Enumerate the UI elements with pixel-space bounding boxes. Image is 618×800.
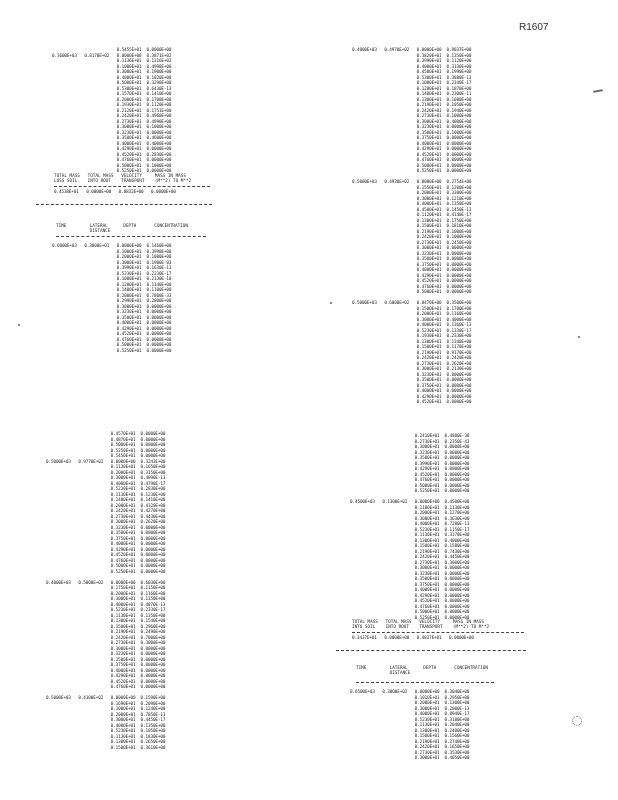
left-summary-rule <box>54 186 210 187</box>
left-summary-values: 0.4538E+01 0.0000E+00 0.8832E+00 0.0000E+00 <box>54 190 184 195</box>
scan-speck <box>18 324 20 326</box>
left-summary-headers: TOTAL MASS TOTAL MASS VELOCITY MASS IN MASS LOSS SOIL INTO ROOT TRANSPORT (M**2) TO M**2 <box>54 174 192 184</box>
right-profile-table: 0.6500E+03 0.3000E+02 0.0000E+00 0.3040E+00 0.1010E+01 0.2950E+00 0.2000E+01 0.1300E+00 0.3000E+01 0.2000E-13 0.4000E+01 0.8940E-17 0.5230E+01 0.3180E+00 0.1130E+01 0.2040E+00 0.1300E+01 0.2400E+00 0.1500E+01 0.1560E+00 0.2190E+01 0.2740E+00 0.2420E+01 0.1650E+00 0.2730E+01 0.3530E+00 0.3000E+01 0.4050E+00 <box>350 690 470 761</box>
left-profile-table: 0.6000E+03 0.3000E+01 0.0000E+00 0.1460E+00 0.1000E+01 0.3990E+00 0.2000E+01 0.1000E+00 0.3000E+01 0.1900E-03 0.3990E+01 0.1630E-13 0.5230E+01 0.2230E-17 0.1000E+01 0.2130E-10 0.1200E+01 0.1140E+00 0.1400E+01 0.1100E+00 0.2000E+01 0.7800E-33 0.2990E+01 0.2800E+00 0.3000E+01 0.0000E+00 0.3230E+01 0.0000E+00 0.3500E+01 0.0000E+00 0.4000E+01 0.0000E+00 0.4290E+01 0.0000E+00 0.4520E+01 0.0000E+00 0.4760E+01 0.0000E+00 0.5000E+01 0.0000E+00 0.5250E+01 0.0000E+00 <box>52 244 172 354</box>
right-summary-headers: TOTAL MASS TOTAL MASS VELOCITY MASS IN MASS INTO SOIL INTO ROOT TRANSPORT (M**2) TO M**2 <box>352 620 490 630</box>
right-top-table: 0.4000E+03 0.4970E+02 0.0000E+00 0.9037E+00 0.3820E+01 0.1350E+00 0.3990E+01 0.1120E+00 0.4000E+01 0.3130E+00 0.4500E+01 0.1990E+00 0.5300E+01 0.3880E-13 0.1000E+01 0.2340E-17 0.1200E+01 0.1870E+00 0.1400E+01 0.2300E-11 0.1300E+01 0.1080E+00 0.2190E+01 0.1050E+00 0.2420E+01 0.1940E+00 0.2730E+01 0.1000E+00 0.3000E+01 0.4000E+00 0.3230E+01 0.0000E+00 0.3500E+01 0.1000E+00 0.3750E+01 0.0000E+00 0.4000E+01 0.0000E+00 0.4290E+01 0.0000E+00 0.4520E+01 0.0000E+00 0.4760E+01 0.0000E+00 0.5000E+01 0.0000E+00 0.5250E+01 0.0000E+00 0.5000E+03 0.4930E+02 0.8000E+00 0.2754E+00 0.1550E+01 0.1200E+00 0.2000E+01 0.3300E+00 0.3000E+01 0.1210E+00 0.4000E+01 0.1350E+00 0.4500E+01 0.1450E-13 0.1120E+01 0.4140E-17 0.1300E+01 0.1750E+00 0.1500E+01 0.1810E+00 0.2190E+01 0.1000E+00 0.2420E+01 0.1000E+00 0.2730E+01 0.2450E+00 0.3000E+01 0.0000E+00 0.3230E+01 0.0000E+00 0.3500E+01 0.0000E+00 0.3750E+01 0.0000E+00 0.4000E+01 0.0000E+00 0.4290E+01 0.0000E+00 0.4520E+01 0.0000E+00 0.4760E+01 0.0000E+00 0.5000E+01 0.0000E+00 0.5000E+03 0.6000E+02 0.8470E+00 0.3500E+00 0.1500E+01 0.1700E+00 0.2000E+01 0.1160E+00 0.3000E+01 0.4000E+00 0.4000E+01 0.1360E-13 0.5230E+01 0.1330E-17 0.1930E+01 0.2330E+00 0.1300E+01 0.1340E+00 0.1500E+01 0.1170E+00 0.2190E+01 0.9170E+00 0.2420E+01 0.2420E+00 0.2730E+01 0.2620E+00 0.3000E+01 0.2130E+00 0.3230E+01 0.0000E+00 0.3500E+01 0.0000E+00 0.3750E+01 0.0000E+00 0.4000E+01 0.0000E+00 0.4290E+01 0.0000E+00 0.4520E+01 0.0000E+00 <box>352 48 472 405</box>
right-bottom-table: 0.2410E+01 0.4880E-38 0.2730E+01 0.2350E-43 0.3000E+01 0.0000E+00 0.3230E+01 0.0000E+00 0.3500E+01 0.0000E+00 0.3990E+01 0.0000E+00 0.4290E+01 0.0000E+00 0.4520E+01 0.0000E+00 0.4760E+01 0.0000E+00 0.5000E+01 0.0000E+00 0.5250E+01 0.0000E+00 0.4500E+03 0.1300E+02 0.0000E+00 0.4500E+00 0.1100E+01 0.1130E+00 0.2000E+01 0.1270E+00 0.3000E+01 0.3630E+00 0.4000E+01 0.7280E-13 0.5230E+01 0.1150E-17 0.1130E+01 0.3170E+00 0.1300E+01 0.4000E+00 0.1500E+01 0.1580E+00 0.2190E+01 0.7430E+00 0.2420E+01 0.4450E+00 0.2730E+01 0.3000E+00 0.3000E+01 0.0000E+00 0.3230E+01 0.0000E+00 0.3500E+01 0.0000E+00 0.3750E+01 0.0000E+00 0.4000E+01 0.0000E+00 0.4290E+01 0.0000E+00 0.4520E+01 0.0000E+00 0.4760E+01 0.0000E+00 0.5000E+01 0.0000E+00 0.5250E+01 0.0000E+00 <box>350 434 470 621</box>
left-profile-rule <box>56 236 206 237</box>
left-top-table: 0.5455E+01 0.0000E+00 0.3600E+03 0.8170E+02 0.0000E+00 0.3871E+02 0.1136E+01 0.1316E+02 0.1000E+01 0.4998E+00 0.3000E+01 0.1900E+00 0.4000E+01 0.1020E+00 0.5000E+01 0.3290E+00 0.5300E+01 0.6430E-13 0.1570E+01 0.1410E+00 0.2000E+01 0.1700E+00 0.1930E+01 0.1120E+00 0.2120E+01 0.1751E+00 0.2420E+01 0.4960E+00 0.2730E+01 0.4990E+00 0.3000E+01 0.1000E+00 0.3230E+01 0.0000E+00 0.3500E+01 0.4600E+00 0.4000E+01 0.4000E+00 0.4290E+01 0.0000E+00 0.4520E+01 0.2830E+00 0.4760E+01 0.0000E+00 0.5000E+01 0.1000E+00 0.5250E+01 0.0000E+00 <box>52 48 172 174</box>
right-profile-headers: TIME LATERAL DEPTH CONCENTRATION DISTANCE <box>356 666 488 676</box>
scan-speck <box>330 302 332 304</box>
right-profile-rule <box>356 682 494 683</box>
scan-speck <box>593 89 603 93</box>
left-bottom-table: 0.4570E+01 0.0000E+00 0.4870E+01 0.0000E+00 0.5000E+01 0.0000E+00 0.5250E+01 0.0000E+00 0.5450E+01 0.0000E+00 0.5000E+03 0.9770E+02 0.0000E+00 0.3243E+00 0.1130E+01 0.1650E+00 0.2000E+01 0.3150E+00 0.3000E+01 0.4890E-13 0.4000E+01 0.4790E-17 0.5230E+01 0.2830E+00 0.1130E+01 0.1230E+00 0.1400E+01 0.1410E+00 0.2000E+01 0.4320E+00 0.2420E+01 0.4270E+00 0.2730E+01 0.4430E+00 0.3000E+01 0.2620E+00 0.3230E+01 0.0000E+00 0.3500E+01 0.0000E+00 0.3750E+01 0.0000E+00 0.4000E+01 0.0000E+00 0.4290E+01 0.0000E+00 0.4520E+01 0.0000E+00 0.4760E+01 0.0000E+00 0.5000E+01 0.0000E+00 0.5250E+01 0.0000E+00 0.4000E+03 0.5000E+02 0.0000E+00 0.6030E+00 0.1750E+01 0.1150E+00 0.2000E+01 0.1160E+00 0.3000E+01 0.1350E+00 0.4000E+01 0.4870E-13 0.5230E+01 0.2330E-17 0.1130E+01 0.1350E+00 0.1300E+01 0.1540E+00 0.1500E+01 0.2960E+00 0.2190E+01 0.2490E+00 0.2420E+01 0.7000E+00 0.2730E+01 0.3000E+00 0.3000E+01 0.0000E+00 0.3230E+01 0.0000E+00 0.3500E+01 0.0000E+00 0.3750E+01 0.0000E+00 0.4000E+01 0.0000E+00 0.4290E+01 0.0000E+00 0.4520E+01 0.0000E+00 0.4760E+01 0.0000E+00 0.5000E+03 0.4100E+02 0.0000E+00 0.1590E+00 0.1690E+01 0.2090E+00 0.1000E+01 0.1240E+00 0.2000E+01 0.7850E-13 0.3000E+01 0.4450E-17 0.4000E+01 0.1350E+00 0.5230E+01 0.1050E+00 0.1130E+01 0.1830E+00 0.1300E+01 0.2650E+00 0.1500E+01 0.3610E+00 <box>46 432 166 751</box>
left-profile-headers: TIME LATERAL DEPTH CONCENTRATION DISTANCE <box>56 224 188 234</box>
scan-speck <box>572 716 582 726</box>
right-summary-values: 0.3437E+01 0.0000E+00 0.4837E+01 0.0000E+00 <box>352 636 482 641</box>
right-summary-rule <box>352 632 524 633</box>
page-identifier: R1607 <box>519 22 549 33</box>
right-section-rule <box>336 650 526 651</box>
left-section-rule <box>36 204 212 205</box>
scan-speck <box>578 336 580 338</box>
